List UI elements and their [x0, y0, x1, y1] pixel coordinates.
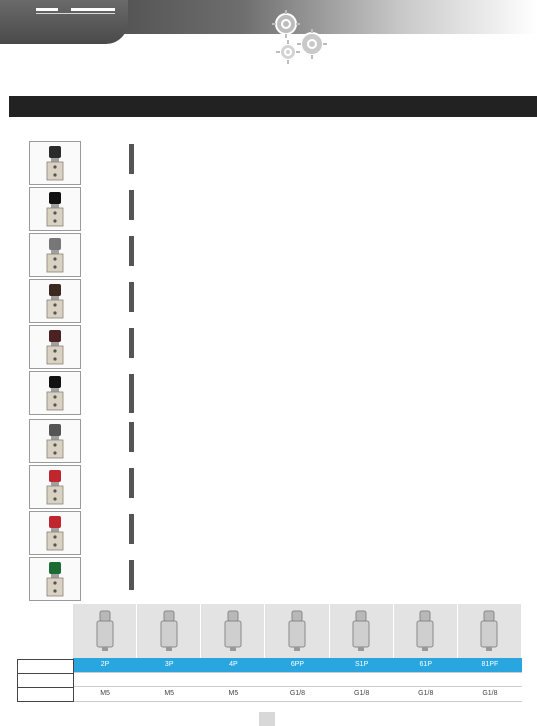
spec-table	[129, 144, 134, 174]
spec-value-cell	[133, 210, 134, 220]
row-label-cell	[17, 673, 74, 688]
spec-row	[130, 348, 134, 358]
spec-value-cell	[133, 237, 134, 247]
model-image	[201, 604, 265, 658]
spec-value-cell	[133, 580, 134, 590]
spec-value-cell	[133, 191, 134, 201]
spec-row	[130, 375, 134, 385]
spec-value-cell	[133, 200, 134, 210]
model-row	[73, 658, 522, 672]
port-size-label: M5	[100, 690, 110, 697]
spec-row	[130, 524, 134, 534]
spec-value-cell	[133, 256, 134, 266]
spec-row	[130, 580, 134, 590]
spec-row	[130, 403, 134, 413]
spec-value-cell	[133, 283, 134, 293]
valve-product-image	[29, 557, 81, 601]
model-label: 2P	[100, 661, 110, 668]
spec-value-cell	[133, 478, 134, 488]
spec-value-cell	[133, 164, 134, 174]
spec-row	[130, 283, 134, 293]
spec-row	[130, 292, 134, 302]
spec-row	[130, 394, 134, 404]
model-comparison-images	[73, 604, 522, 658]
spec-table	[129, 422, 134, 452]
spec-table	[129, 190, 134, 220]
valve-product-image	[29, 279, 81, 323]
spec-value-cell	[133, 302, 134, 312]
row-label-cell	[17, 659, 74, 674]
model-image	[73, 604, 137, 658]
port-size-label: M5	[164, 690, 175, 697]
model-label: 4P	[229, 661, 238, 668]
spec-value-cell	[133, 403, 134, 413]
valve-product-image	[29, 141, 81, 185]
blank-row	[73, 672, 522, 687]
model-image	[265, 604, 329, 658]
spec-row	[130, 561, 134, 571]
port-size-label: G1/8	[482, 690, 498, 697]
spec-row	[130, 570, 134, 580]
spec-value-cell	[133, 442, 134, 452]
spec-table	[129, 468, 134, 498]
model-image	[458, 604, 522, 658]
model-image	[330, 604, 394, 658]
valve-product-image	[29, 325, 81, 369]
valve-product-image	[29, 187, 81, 231]
header-bar-short	[36, 8, 58, 11]
header-bar-long	[71, 8, 115, 11]
port-size-label: G1/8	[418, 690, 434, 697]
model-label: 81PF	[481, 661, 499, 668]
spec-value-cell	[133, 432, 134, 442]
spec-row	[130, 338, 134, 348]
port-size-label: M5	[228, 690, 239, 697]
spec-value-cell	[133, 348, 134, 358]
spec-row	[130, 210, 134, 220]
valve-product-image	[29, 233, 81, 277]
spec-row	[130, 534, 134, 544]
spec-value-cell	[133, 145, 134, 155]
spec-value-cell	[133, 384, 134, 394]
spec-row	[130, 302, 134, 312]
spec-row	[130, 246, 134, 256]
spec-row	[130, 515, 134, 525]
spec-table	[129, 514, 134, 544]
spec-row	[130, 384, 134, 394]
port-size-label: G1/8	[289, 690, 306, 697]
spec-value-cell	[133, 338, 134, 348]
spec-table	[129, 328, 134, 358]
spec-row	[130, 469, 134, 479]
row-label-cell	[17, 687, 74, 702]
spec-value-cell	[133, 515, 134, 525]
model-image	[394, 604, 458, 658]
valve-product-image	[29, 465, 81, 509]
valve-product-image	[29, 511, 81, 555]
spec-value-cell	[133, 292, 134, 302]
spec-row	[130, 200, 134, 210]
spec-row	[130, 154, 134, 164]
spec-value-cell	[133, 394, 134, 404]
valve-product-image	[29, 419, 81, 463]
spec-value-cell	[133, 246, 134, 256]
spec-value-cell	[133, 488, 134, 498]
spec-value-cell	[133, 423, 134, 433]
spec-row	[130, 478, 134, 488]
spec-row	[130, 164, 134, 174]
model-label: 6PP	[290, 661, 305, 668]
spec-row	[130, 191, 134, 201]
spec-row	[130, 488, 134, 498]
spec-table	[129, 374, 134, 413]
spec-table	[129, 282, 134, 312]
spec-row	[130, 432, 134, 442]
section-title-bar	[9, 96, 537, 117]
spec-value-cell	[133, 534, 134, 544]
model-label: 3P	[164, 661, 174, 668]
spec-row	[130, 237, 134, 247]
spec-row	[130, 256, 134, 266]
spec-row	[130, 423, 134, 433]
spec-row	[130, 145, 134, 155]
spec-table	[129, 236, 134, 266]
spec-value-cell	[133, 561, 134, 571]
spec-value-cell	[133, 469, 134, 479]
port-size-row	[73, 686, 522, 702]
spec-value-cell	[133, 524, 134, 534]
spec-value-cell	[133, 329, 134, 339]
port-size-label: G1/8	[354, 690, 370, 697]
spec-value-cell	[133, 375, 134, 385]
spec-row	[130, 329, 134, 339]
header-underline	[36, 13, 115, 14]
spec-row	[130, 442, 134, 452]
page-number	[259, 712, 275, 726]
model-image	[137, 604, 201, 658]
spec-value-cell	[133, 570, 134, 580]
spec-value-cell	[133, 154, 134, 164]
header-tab	[0, 0, 128, 44]
model-label: S1P	[355, 661, 369, 668]
gears-icon	[264, 6, 344, 68]
model-label: 61P	[419, 661, 432, 668]
valve-product-image	[29, 371, 81, 415]
spec-table	[129, 560, 134, 590]
